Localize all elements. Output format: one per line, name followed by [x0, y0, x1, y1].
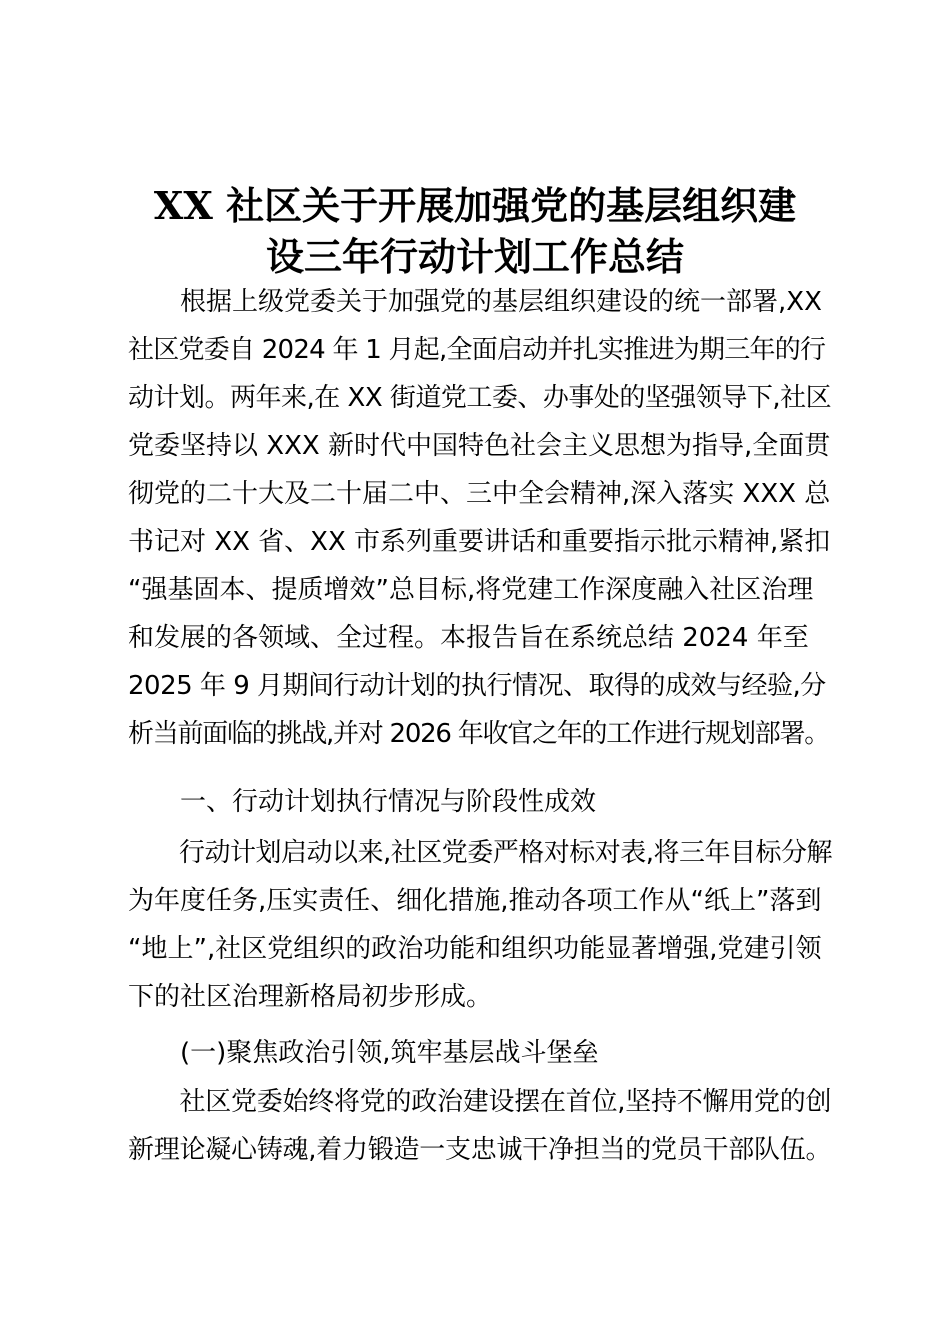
heading-line: (一)聚焦政治引领,筑牢基层战斗堡垒 — [128, 1038, 599, 1068]
paragraph-line: “强基固本、提质增效”总目标,将党建工作深度融入社区治理 — [128, 575, 814, 605]
paragraph-line: 根据上级党委关于加强党的基层组织建设的统一部署,XX — [128, 287, 822, 317]
paragraph-line: 析当前面临的挑战,并对 2026 年收官之年的工作进行规划部署。 — [128, 719, 829, 749]
heading-line: 一、行动计划执行情况与阶段性成效 — [128, 787, 597, 817]
paragraph-line: 动计划。两年来,在 XX 街道党工委、办事处的坚强领导下,社区 — [128, 383, 832, 413]
paragraph-progress — [128, 829, 833, 1021]
paragraph-political — [128, 1078, 833, 1174]
paragraph-line: 社区党委始终将党的政治建设摆在首位,坚持不懈用党的创 — [128, 1087, 832, 1117]
paragraph-line: 党委坚持以 XXX 新时代中国特色社会主义思想为指导,全面贯 — [128, 431, 831, 461]
paragraph-line: 社区党委自 2024 年 1 月起,全面启动并扎实推进为期三年的行 — [128, 335, 826, 365]
paragraph-line: 彻党的二十大及二十届二中、三中全会精神,深入落实 XXX 总 — [128, 479, 831, 509]
subsection-heading-1 — [128, 1029, 833, 1077]
section-heading-1 — [128, 778, 833, 826]
title-line-1: XX 社区关于开展加强党的基层组织建 — [153, 183, 797, 228]
paragraph-line: 新理论凝心铸魂,着力锻造一支忠诚干净担当的党员干部队伍。 — [128, 1135, 832, 1165]
paragraph-line: 下的社区治理新格局初步形成。 — [128, 982, 493, 1012]
title-line-2: 设三年行动计划工作总结 — [265, 234, 684, 279]
paragraph-line: 为年度任务,压实责任、细化措施,推动各项工作从“纸上”落到 — [128, 886, 822, 916]
paragraph-line: 行动计划启动以来,社区党委严格对标对表,将三年目标分解 — [128, 838, 833, 868]
paragraph-line: 和发展的各领域、全过程。本报告旨在系统总结 2024 年至 — [128, 623, 809, 653]
paragraph-line: “地上”,社区党组织的政治功能和组织功能显著增强,党建引领 — [128, 934, 822, 964]
paragraph-line: 书记对 XX 省、XX 市系列重要讲话和重要指示批示精神,紧扣 — [128, 527, 831, 557]
document-title — [100, 180, 850, 282]
paragraph-intro — [128, 278, 833, 758]
paragraph-line: 2025 年 9 月期间行动计划的执行情况、取得的成效与经验,分 — [128, 671, 826, 701]
